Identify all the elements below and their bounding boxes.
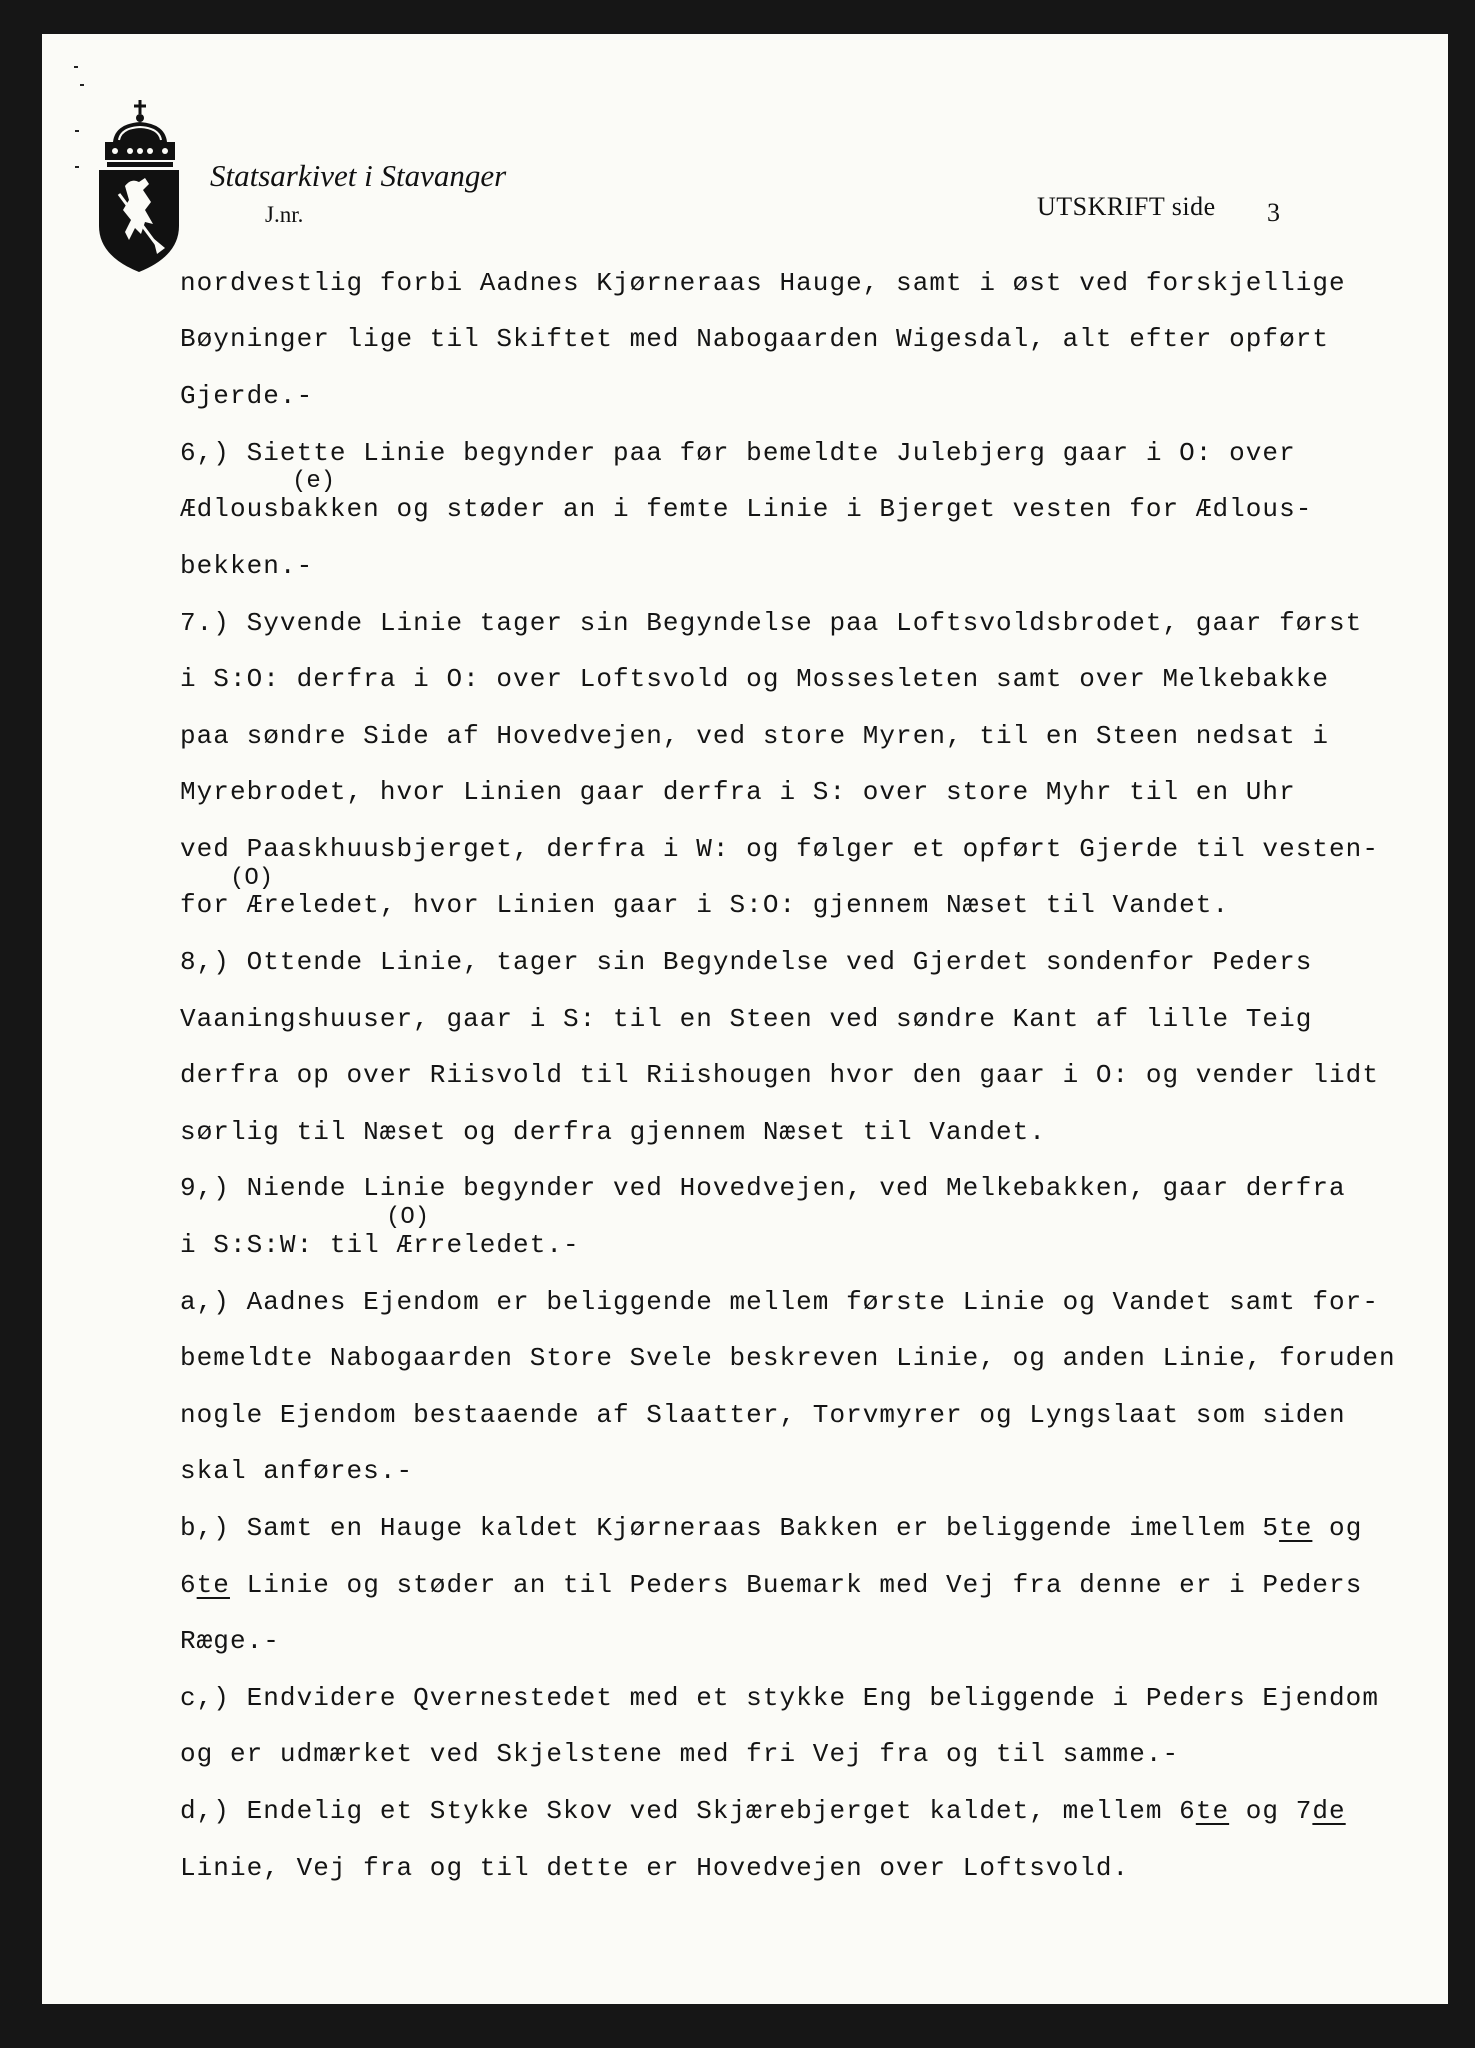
- journal-number-label: J.nr.: [265, 202, 304, 227]
- text-line: 9,) Niende Linie begynder ved Hovedvejen, ved Melkebakken, gaar derfra: [180, 1173, 1346, 1203]
- norwegian-coat-of-arms-icon: [95, 98, 183, 276]
- text-line: og er udmærket ved Skjelstene med fri Vej fra og til samme.-: [180, 1739, 1180, 1769]
- underlined-ordinal-suffix: de: [1312, 1796, 1346, 1826]
- page-number: 3: [1267, 198, 1280, 227]
- text-line: i S:O: derfra i O: over Loftsvold og Mossesleten samt over Melkebakke: [180, 664, 1330, 694]
- utskrift-page-label: UTSKRIFT side: [1037, 192, 1216, 221]
- archive-name: Statsarkivet i Stavanger: [210, 158, 507, 193]
- text-segment: og 7: [1229, 1796, 1313, 1826]
- text-line: [180, 1796, 1346, 1826]
- text-segment: b,) Samt en Hauge kaldet Kjørneraas Bakken er beliggende imellem 5: [180, 1513, 1280, 1543]
- underlined-ordinal-suffix: te: [1279, 1513, 1313, 1543]
- text-segment: og: [1312, 1513, 1363, 1543]
- text-line: Ædlousbakken og støder an i femte Linie i Bjerget vesten for Ædlous-: [180, 494, 1313, 524]
- text-line: ved Paaskhuusbjerget, derfra i W: og følger et opført Gjerde til vesten-: [180, 834, 1379, 864]
- interlinear-annotation: (e): [292, 468, 336, 495]
- text-line: Linie, Vej fra og til dette er Hovedvejen over Loftsvold.: [180, 1853, 1130, 1883]
- text-line: Vaaningshuuser, gaar i S: til en Steen ved søndre Kant af lille Teig: [180, 1004, 1313, 1034]
- text-line: 6,) Siette Linie begynder paa før bemeldte Julebjerg gaar i O: over: [180, 438, 1296, 468]
- text-line: paa søndre Side af Hovedvejen, ved store Myren, til en Steen nedsat i: [180, 721, 1330, 751]
- text-line: 8,) Ottende Linie, tager sin Begyndelse ved Gjerdet sondenfor Peders: [180, 947, 1313, 977]
- text-line: skal anføres.-: [180, 1456, 414, 1486]
- text-line: c,) Endvidere Qvernestedet med et stykke Eng beliggende i Peders Ejendom: [180, 1683, 1379, 1713]
- margin-mark: [75, 130, 79, 132]
- interlinear-annotation: (O): [230, 865, 274, 892]
- text-line: i S:S:W: til Ærreledet.-: [180, 1230, 580, 1260]
- text-line: [180, 1570, 1362, 1600]
- underlined-ordinal-suffix: te: [1195, 1796, 1230, 1826]
- text-line: Ræge.-: [180, 1626, 280, 1656]
- margin-mark: [80, 84, 84, 86]
- underlined-ordinal-suffix: te: [196, 1570, 230, 1600]
- text-line: sørlig til Næset og derfra gjennem Næset til Vandet.: [180, 1117, 1046, 1147]
- text-line: nordvestlig forbi Aadnes Kjørneraas Hauge, samt i øst ved forskjellige: [180, 268, 1346, 298]
- text-line: nogle Ejendom bestaaende af Slaatter, Torvmyrer og Lyngslaat som siden: [180, 1400, 1346, 1430]
- text-line: bemeldte Nabogaarden Store Svele beskreven Linie, og anden Linie, foruden: [180, 1343, 1396, 1373]
- interlinear-annotation: (O): [386, 1204, 430, 1231]
- text-segment: 6: [180, 1570, 197, 1600]
- text-line: bekken.-: [180, 551, 314, 581]
- text-line: Myrebrodet, hvor Linien gaar derfra i S: over store Myhr til en Uhr: [180, 777, 1296, 807]
- margin-mark: [75, 166, 79, 168]
- text-line: Bøyninger lige til Skiftet med Nabogaarden Wigesdal, alt efter opført: [180, 324, 1330, 354]
- text-line: Gjerde.-: [180, 381, 314, 411]
- text-line: a,) Aadnes Ejendom er beliggende mellem første Linie og Vandet samt for-: [180, 1287, 1379, 1317]
- text-segment: d,) Endelig et Stykke Skov ved Skjærebjerget kaldet, mellem 6: [180, 1796, 1196, 1826]
- text-line: [180, 1513, 1362, 1543]
- text-line: for Æreledet, hvor Linien gaar i S:O: gjennem Næset til Vandet.: [180, 890, 1230, 920]
- margin-mark: [74, 66, 78, 68]
- text-line: 7.) Syvende Linie tager sin Begyndelse paa Loftsvoldsbrodet, gaar først: [180, 608, 1363, 638]
- text-line: derfra op over Riisvold til Riishougen hvor den gaar i O: og vender lidt: [180, 1060, 1379, 1090]
- text-segment: Linie og støder an til Peders Buemark med Vej fra denne er i Peders: [229, 1570, 1363, 1600]
